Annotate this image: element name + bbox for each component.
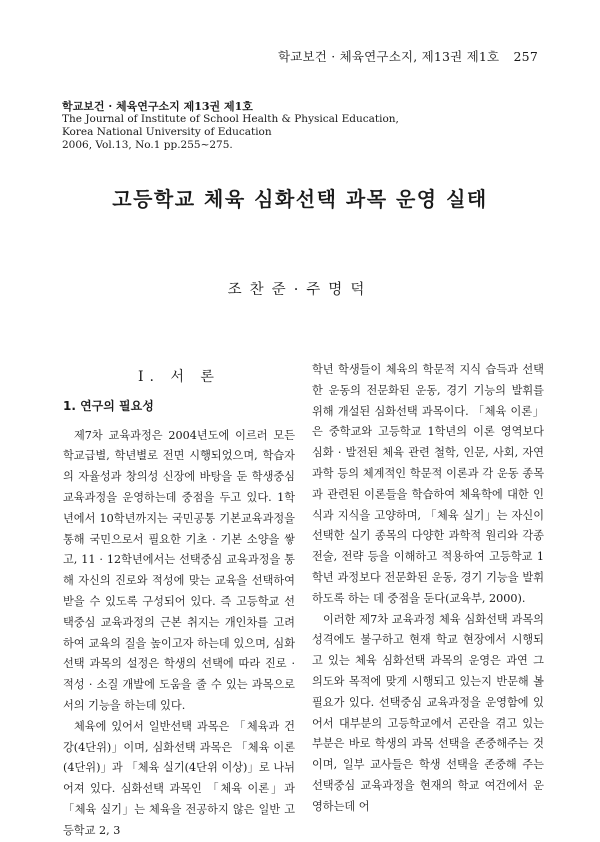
paragraph: 체육에 있어서 일반선택 과목은 「체육과 건강(4단위)」이며, 심화선택 과목은 「체육 이론(4단위)」과 「체육 실기(4단위 이상)」로 나뉘어져 있다. 심화선택 과목인 「체육 이론」과 「체육 실기」는 체육을 전공하지 않은 일반 고등학교 2, 3 (63, 719, 295, 837)
paragraph: 이러한 제7차 교육과정 체육 심화선택 과목의 성격에도 불구하고 현재 학교 현장에서 시행되고 있는 체육 심화선택 과목의 운영은 과연 그 의도와 목적에 맞게 시행되고 있는지 반문해 볼 필요가 있다. 선택중심 교육과정을 운영함에 있어서 대부분의 고등학교에서 곤란을 겪고 있는 부분은 바로 학생의 과목 선택을 존중해주는 것이며, 일부 교사들은 학생 선택을 존중해 주는 선택중심 교육과정을 현재의 학교 여건에서 운영하는데 어 (312, 612, 544, 813)
paper-title: 고등학교 체육 심화선택 과목 운영 실태 (112, 187, 488, 211)
journal-info-university: Korea National University of Education (62, 126, 272, 138)
left-column (63, 360, 295, 842)
journal-info (62, 100, 399, 152)
journal-info-korean: 학교보건 · 체육연구소지 제13권 제1호 (62, 100, 253, 113)
paper-authors: 조찬준·주명덕 (227, 282, 373, 298)
subsection-heading: 1. 연구의 필요성 (63, 398, 154, 413)
journal-info-english: The Journal of Institute of School Health & Physical Education, (62, 113, 399, 125)
running-head (278, 47, 538, 65)
page-number: 257 (513, 49, 538, 64)
right-column (312, 360, 544, 818)
section-heading: Ⅰ. 서 론 (138, 369, 220, 385)
paragraph: 제7차 교육과정은 2004년도에 이르러 모든 학교급별, 학년별로 전면 시행되었으며, 학습자의 자율성과 창의성 신장에 바탕을 둔 학생중심 교육과정을 운영하는데 중점을 두고 있다. 1학년에서 10학년까지는 국민공통 기본교육과정을 통해 국민으로서 필요한 기초 · 기본 소양을 쌓고, 11 · 12학년에서는 선택중심 교육과정을 통해 자신의 진로와 적성에 맞는 교육을 선택하여 받을 수 있도록 구성되어 있다. 즉 고등학교 선택중심 교육과정의 근본 취지는 개인차를 고려하여 교육의 질을 높이고자 하는데 있으며, 심화선택 과목의 설정은 학생의 선택에 따라 진로 · 적성 · 소질 개발에 도움을 줄 수 있는 과목으로서의 기능을 하는데 있다. (63, 428, 295, 712)
running-head-journal: 학교보건 · 체육연구소지, 제13권 제1호 (277, 49, 500, 64)
journal-info-citation: 2006, Vol.13, No.1 pp.255∼275. (62, 139, 233, 151)
paragraph: 학년 학생들이 체육의 학문적 지식 습득과 선택한 운동의 전문화된 운동, 경기 기능의 발휘를 위해 개설된 심화선택 과목이다. 「체육 이론」은 중학교와 고등학교 1학년의 이론 영역보다 심화 · 발전된 체육 관련 철학, 인문, 사회, 자연 과학 등의 체계적인 학문적 이론과 각 운동 종목과 관련된 이론들을 학습하여 체육학에 대한 인식과 지식을 고양하며, 「체육 실기」는 자신이 선택한 실기 종목의 다양한 과학적 원리와 각종 전술, 전략 등을 이해하고 적용하여 고등학교 1학년 과정보다 전문화된 운동, 경기 기능을 발휘하도록 하는 데 중점을 둔다(교육부, 2000). (312, 363, 544, 605)
